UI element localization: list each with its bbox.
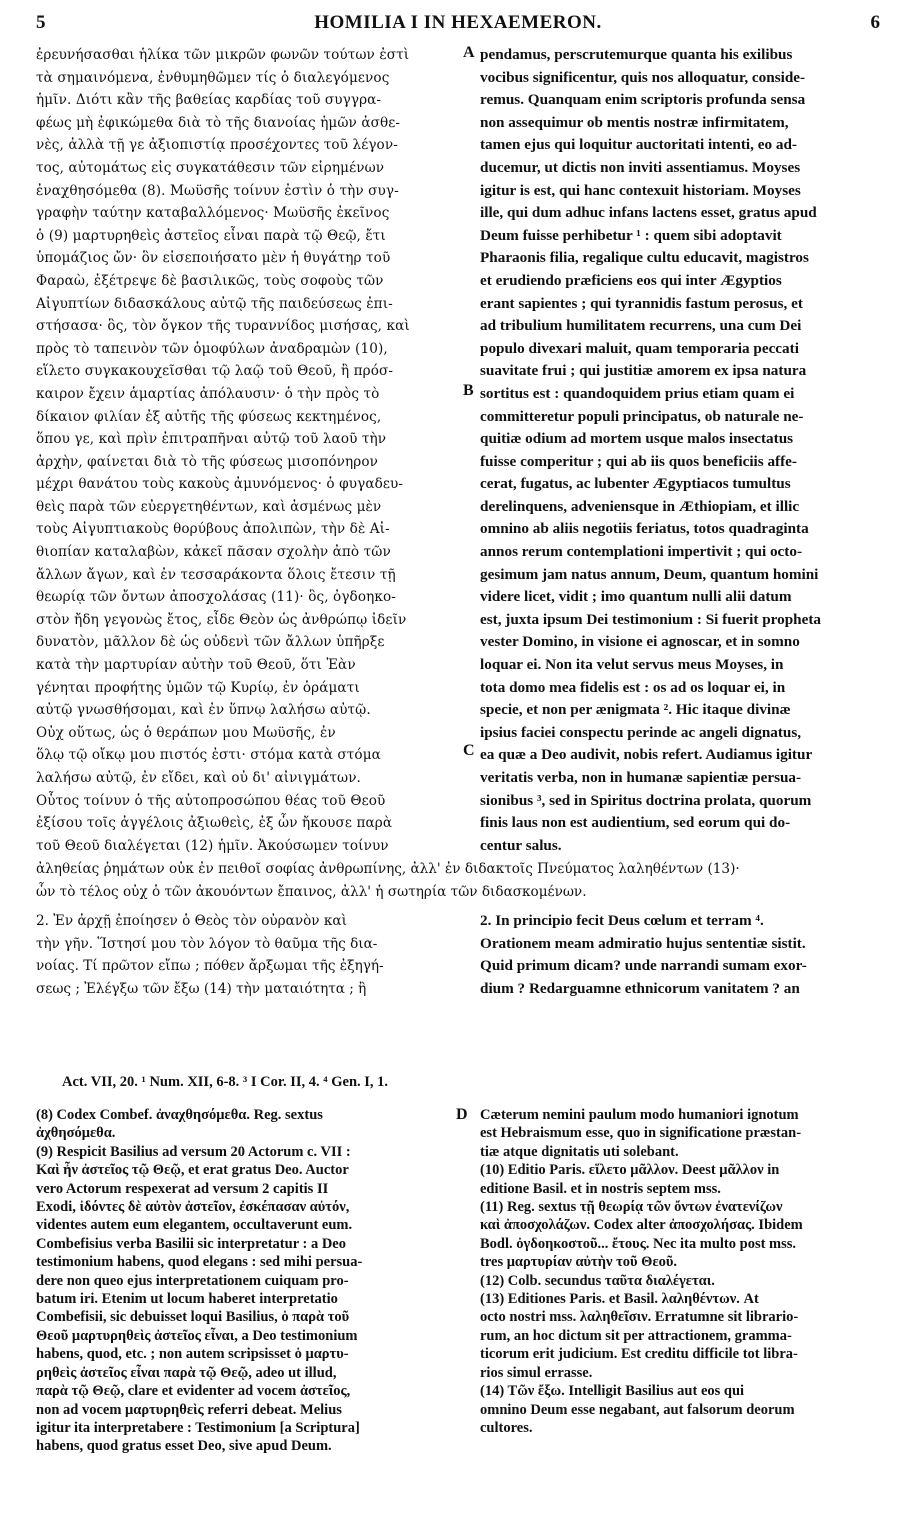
greek-text-line: λαλήσω αὐτῷ, ἐν εἴδει, καὶ οὐ δι' αἰνιγμάτων. — [36, 770, 361, 786]
footnote-line: Καὶ ἦν ἀστεῖος τῷ Θεῷ, et erat gratus Deo. Auctor — [36, 1162, 349, 1179]
greek-text-line: Αἰγυπτίων διδασκάλους αὐτῷ τῆς παιδεύσεως ἐπι- — [36, 295, 393, 312]
greek-text-line: ὑπομάζιος ὤν· ὃν εἰσεποιήσατο μὲν ἡ θυγάτηρ τοῦ — [36, 250, 391, 267]
footnote-line: ἀχθησόμεθα. — [36, 1125, 116, 1142]
greek-text-line: νὲς, ἀλλὰ τῇ γε ἀξιοπιστίᾳ προσέχοντες τοῦ λέγον- — [36, 137, 398, 154]
section-2-latin-line: Quid primum dicam? unde narrandi sumam exor- — [480, 957, 807, 975]
footnotes-right — [480, 1106, 880, 1437]
latin-text-line: quitiæ odium ad mortem usque malos insectatus — [480, 430, 794, 448]
latin-text-line: Deum fuisse perhibetur ¹ : quem sibi adoptavit — [480, 226, 782, 244]
greek-text-line: κατὰ τὴν μαρτυρίαν αὐτὴν τοῦ Θεοῦ, ὅτι Ἐὰν — [36, 657, 356, 674]
footnote-line: tres μαρτυρίαν αὐτὴν τοῦ Θεοῦ. — [480, 1254, 678, 1271]
section-2-latin-line: Orationem meam admiratio hujus sententiæ sistit. — [480, 934, 806, 952]
greek-text-line: ἡμῖν. Διότι κἂν τῆς βαθείας καρδίας τοῦ συγγρα- — [36, 92, 382, 109]
greek-text-line: θιοπίαν καταλαβὼν, κἀκεῖ πᾶσαν σχολὴν ἀπὸ τῶν — [36, 544, 391, 561]
greek-column — [36, 44, 460, 857]
full-width-line: ἀληθείας ῥημάτων οὐκ ἐν πειθοῖ σοφίας ἀνθρωπίνης, ἀλλ' ἐν διδακτοῖς Πνεύματος λαληθέντων (13)· — [36, 861, 740, 877]
latin-text-line: ea quæ a Deo audivit, nobis refert. Audiamus igitur — [480, 746, 813, 764]
footnote-line: (13) Editiones Paris. et Basil. λαληθέντων. At — [480, 1291, 759, 1308]
footnote-line: Bodl. ὀγδοηκοστοῦ... ἔτους. Nec ita multo post mss. — [480, 1235, 797, 1252]
greek-text-line: καιρον ἔχειν ἁμαρτίας ἀπόλαυσιν· ὁ τὴν πρὸς τὸ — [36, 385, 380, 402]
footnote-line: est Hebraismum esse, quo in significatione præstan- — [480, 1125, 802, 1142]
latin-text-line: tamen ejus qui loquitur auctoritati intenti, eo ad- — [480, 136, 797, 154]
greek-text-line: τοὺς Αἰγυπτιακοὺς θορύβους ἀπολιπὼν, τὴν δὲ Αἰ- — [36, 521, 390, 538]
full-width-line: ὧν τὸ τέλος οὐχ ὁ τῶν ἀκουόντων ἔπαινος, ἀλλ' ἡ σωτηρία τῶν διδασκομένων. — [36, 883, 587, 900]
footnote-line: ρηθεὶς ἀστεῖος εἶναι παρὰ τῷ Θεῷ, adeo ut illud, — [36, 1364, 337, 1381]
footnote-line: (11) Reg. sextus τῇ θεωρίᾳ τῶν ὄντων ἐνατενίζων — [480, 1199, 783, 1216]
latin-text-line: ipsius faciei conspectu perinde ac angeli dignatus, — [480, 723, 802, 741]
greek-text-line: αὐτῷ γνωσθήσομαι, καὶ ἐν ὕπνῳ λαλήσω αὐτῷ. — [36, 702, 371, 719]
greek-text-line: θεὶς παρὰ τῶν εὐεργετηθέντων, καὶ ἀσμένως μὲν — [36, 498, 382, 515]
footnote-line: παρὰ τῷ Θεῷ, clare et evidenter ad vocem ἀστεῖος, — [36, 1383, 351, 1400]
greek-text-line: Οὗτος τοίνυν ὁ τῆς αὐτοπροσώπου θέας τοῦ Θεοῦ — [36, 792, 386, 809]
greek-text-line: μέχρι θανάτου τοὺς κακοὺς ἀμυνόμενος· ὁ φυγαδευ- — [36, 476, 404, 493]
latin-text-line: non assequimur ob mentis nostræ infirmitatem, — [480, 113, 789, 131]
footnote-line: tiæ atque dignitatis uti solebant. — [480, 1143, 679, 1160]
footnote-line: (10) Editio Paris. εἵλετο μᾶλλον. Deest μᾶλλον in — [480, 1162, 780, 1179]
latin-text-line: Pharaonis filia, regalique cultu educavit, magistros — [480, 249, 809, 267]
footnote-line: rum, an hoc dictum sit per attractionem, gramma- — [480, 1327, 792, 1344]
margin-mark-d: D — [456, 1106, 468, 1123]
margin-mark-c: C — [463, 742, 475, 759]
section-2-greek — [36, 910, 460, 1000]
footnote-line: Cæterum nemini paulum modo humaniori ignotum — [480, 1107, 799, 1123]
footnote-line: habens, quod gratus esset Deo, sive apud Deum. — [36, 1438, 332, 1455]
greek-text-line: ἄλλων ἄγων, καὶ ἐν τεσσαράκοντα ὅλοις ἔτεσιν τῇ — [36, 566, 396, 583]
footnote-line: omnino Deum esse negabant, aut falsorum deorum — [480, 1401, 795, 1418]
footnote-line: (8) Codex Combef. ἀναχθησόμεθα. Reg. sextus — [36, 1107, 323, 1123]
greek-text-line: τοῦ Θεοῦ διαλέγεται (12) ἡμῖν. Ἀκούσωμεν τοίνυν — [36, 837, 389, 854]
latin-text-line: pendamus, perscrutemurque quanta his exilibus — [480, 46, 793, 63]
latin-text-line: remus. Quanquam enim scriptoris profunda sensa — [480, 91, 806, 109]
footnote-line: videntes autem eum elegantem, occultaverunt eum. — [36, 1217, 353, 1234]
greek-text-line: ὅλῳ τῷ οἴκῳ μου πιστός ἐστι· στόμα κατὰ στόμα — [36, 747, 381, 764]
latin-text-line: fuisse comperitur ; qui ab iis quos beneficiis affe- — [480, 452, 797, 470]
footnote-line: Θεοῦ μαρτυρηθεὶς ἀστεῖος εἶναι, a Deo testimonium — [36, 1327, 358, 1344]
section-2-greek-line: σεως ; Ἐλέγξω τῶν ἔξω (14) τὴν ματαιότητα ; ἢ — [36, 980, 367, 997]
footnote-line: (9) Respicit Basilius ad versum 20 Actorum c. VII : — [36, 1143, 351, 1160]
section-2-greek-line: τὴν γῆν. Ἵστησί μου τὸν λόγον τὸ θαῦμα τῆς δια- — [36, 935, 378, 952]
greek-text-line: δίκαιον φιλίαν ἐξ αὐτῆς τῆς φύσεως κεκτημένος, — [36, 408, 382, 425]
latin-text-line: veritatis verba, non in humanæ sapientiæ persua- — [480, 769, 802, 786]
greek-text-line: φέως μὴ ἐφικώμεθα διὰ τὸ τῆς διανοίας ἡμῶν ἀσθε- — [36, 114, 401, 131]
latin-text-line: vocibus significentur, quis nos alloquatur, conside- — [480, 68, 806, 86]
footnote-line: Combefisii, sic debuisset loqui Basilius, ὁ παρὰ τοῦ — [36, 1309, 350, 1326]
running-header — [36, 12, 880, 36]
greek-text-line: δυνατὸν, μᾶλλον δὲ ὡς οὐδενὶ τῶν ἄλλων ὑπῆρξε — [36, 634, 385, 651]
greek-text-line: πρὸς τὸ ταπεινὸν τῶν ὁμοφύλων ἀναδραμὼν (10), — [36, 340, 388, 357]
footnote-line: batum iri. Etenim ut locum haberet interpretatio — [36, 1291, 338, 1308]
greek-text-line: Φαραὼ, ἐξέτρεψε δὲ βασιλικῶς, τοὺς σοφοὺς τῶν — [36, 272, 384, 289]
latin-text-line: sionibus ³, sed in Spiritus doctrina prolata, quorum — [480, 791, 812, 809]
latin-text-line: centur salus. — [480, 836, 562, 854]
page-number-left: 5 — [36, 12, 46, 33]
latin-text-line: committeretur populi principatus, ob naturale ne- — [480, 407, 804, 425]
latin-text-line: et erudiendo præficiens eos qui inter Ægyptios — [480, 271, 782, 289]
footnote-line: cultores. — [480, 1419, 533, 1436]
footnote-line: rios simul errasse. — [480, 1364, 593, 1381]
footnote-line: vero Actorum respexerat ad versum 2 capitis II — [36, 1180, 329, 1197]
latin-text-line: populo divexari maluit, quam temporaria peccati — [480, 339, 799, 357]
greek-text-line: Οὐχ οὕτως, ὡς ὁ θεράπων μου Μωϋσῆς, ἐν — [36, 724, 336, 741]
footnote-line: editione Basil. et in nostris septem mss. — [480, 1180, 721, 1197]
section-2-greek-line: 2. Ἐν ἀρχῇ ἐποίησεν ὁ Θεὸς τὸν οὐρανὸν καὶ — [36, 913, 347, 929]
latin-text-line: erant sapientes ; qui tyrannidis fastum perosus, et — [480, 294, 803, 312]
section-2-greek-line: νοίας. Τί πρῶτον εἴπω ; πόθεν ἄρξωμαι τῆς ἐξηγή- — [36, 958, 384, 975]
section-2-latin-line: dium ? Redarguamne ethnicorum vanitatem ? an — [480, 979, 800, 997]
greek-text-line: ἐρευνήσασθαι ἡλίκα τῶν μικρῶν φωνῶν τούτων ἐστὶ — [36, 47, 410, 63]
latin-text-line: specie, et non per ænigmata ². Hic itaque divinæ — [480, 701, 791, 719]
greek-text-line: ὅπου γε, καὶ πρὶν ἐπιτραπῆναι αὐτῷ τοῦ λαοῦ τὴν — [36, 431, 387, 448]
scripture-references: Act. VII, 20. ¹ Num. XII, 6-8. ³ I Cor. II, 4. ⁴ Gen. I, 1. — [62, 1074, 389, 1090]
footnote-line: dere non queo ejus interpretationem cuiquam pro- — [36, 1272, 349, 1289]
latin-text-line: finis laus non est audientium, sed eorum qui do- — [480, 814, 791, 832]
page-number-right: 6 — [870, 12, 880, 33]
latin-text-line: est, juxta ipsum Dei testimonium : Si fuerit propheta — [480, 610, 822, 628]
latin-text-line: videre licet, vidit ; imo quantum nulli alii datum — [480, 588, 792, 606]
greek-text-line: γένηται προφήτης ὑμῶν τῷ Κυρίῳ, ἐν ὁράματι — [36, 679, 360, 696]
latin-text-line: omnino ab aliis negotiis feriatus, totos quadraginta — [480, 520, 809, 538]
greek-text-line: ὁ (9) μαρτυρηθεὶς ἀστεῖος εἶναι παρὰ τῷ Θεῷ, ἔτι — [36, 227, 386, 244]
footnotes-left — [36, 1106, 460, 1456]
section-2-latin — [480, 910, 880, 1000]
footnote-line: igitur ita interpretabere : Testimonium [a Scriptura] — [36, 1419, 360, 1436]
footnote-line: octo nostri mss. λαληθεῖσιν. Erratumne sit librario- — [480, 1309, 799, 1326]
latin-text-line: gesimum jam natus annum, Deum, quantum homini — [480, 565, 819, 583]
footnote-line: non ad vocem μαρτυρηθεὶς referri debeat. Melius — [36, 1401, 342, 1418]
margin-mark-a: A — [463, 44, 475, 61]
section-2-latin-line: 2. In principio fecit Deus cœlum et terram ⁴. — [480, 912, 764, 929]
latin-column — [480, 44, 880, 857]
greek-text-line: στήσασα· ὃς, τὸν ὄγκον τῆς τυραννίδος μισήσας, καὶ — [36, 318, 410, 335]
greek-text-line: ἐναχθησόμεθα (8). Μωϋσῆς τοίνυν ἐστὶν ὁ τὴν συγ- — [36, 182, 399, 199]
full-width-text — [36, 858, 884, 903]
footnote-line: ticorum erit judicium. Est creditu difficile tot libra- — [480, 1346, 798, 1363]
latin-text-line: ille, qui dum adhuc infans lactens esset, gratus apud — [480, 204, 817, 222]
latin-text-line: igitur is est, qui hanc contexuit historiam. Moyses — [480, 181, 801, 199]
greek-text-line: ἐξίσου τοῖς ἀγγέλοις ἀξιωθεὶς, ἐξ ὧν ἤκουσε παρὰ — [36, 815, 393, 832]
latin-text-line: vester Domino, in visione ei agnoscar, et in somno — [480, 633, 800, 651]
greek-text-line: στὸν ἤδη γεγονὼς ἔτος, εἶδε Θεὸν ὡς ἀνθρώπῳ ἰδεῖν — [36, 611, 407, 628]
greek-text-line: θεωρίᾳ τῶν ὄντων ἀποσχολάσας (11)· ὃς, ὀγδοηκο- — [36, 589, 396, 606]
greek-text-line: γραφὴν ταύτην καταβαλλόμενος· Μωϋσῆς ἐκεῖνος — [36, 205, 390, 222]
latin-text-line: ducemur, ut dictis non inviti assentiamus. Moyses — [480, 158, 801, 176]
latin-text-line: tota domo mea fidelis est : os ad os loquar ei, in — [480, 678, 786, 696]
greek-text-line: ἀρχὴν, φαίνεται διὰ τὸ τῆς φύσεως μισοπόνηρον — [36, 453, 379, 470]
greek-text-line: εἵλετο συγκακουχεῖσθαι τῷ λαῷ τοῦ Θεοῦ, ἢ πρόσ- — [36, 363, 394, 380]
footnote-line: habens, quod, etc. ; non autem scripsisset ὁ μαρτυ- — [36, 1346, 349, 1363]
latin-text-line: derelinquens, adveniensque in Æthiopiam, et illic — [480, 497, 800, 515]
latin-text-line: sortitus est : quandoquidem prius etiam quam ei — [480, 384, 795, 402]
footnote-line: καὶ ἀποσχολάζων. Codex alter ἀποσχολήσας. Ibidem — [480, 1217, 803, 1234]
footnote-line: (12) Colb. secundus ταῦτα διαλέγεται. — [480, 1272, 715, 1289]
latin-text-line: annos rerum contemplationi impertivit ; qui octo- — [480, 543, 803, 561]
latin-text-line: cerat, fugatus, ac lubenter Ægyptiacos tumultus — [480, 475, 791, 493]
latin-text-line: ad tribulium humilitatem recurrens, una cum Dei — [480, 317, 802, 335]
running-title: HOMILIA I IN HEXAEMERON. — [314, 12, 602, 33]
footnote-line: (14) Τῶν ἔξω. Intelligit Basilius aut eos qui — [480, 1383, 745, 1400]
latin-text-line: loquar ei. Non ita velut servus meus Moyses, in — [480, 656, 784, 674]
footnote-line: testimonium habens, quod elegans : sed mihi persua- — [36, 1254, 363, 1271]
greek-text-line: τος, αὐτομάτως εἰς συγκατάθεσιν τῶν εἰρημένων — [36, 159, 385, 176]
margin-mark-b: B — [463, 382, 474, 399]
greek-text-line: τὰ σημαινόμενα, ἐνθυμηθῶμεν τίς ὁ διαλεγόμενος — [36, 69, 390, 86]
latin-text-line: suavitate frui ; qui justitiæ amorem ex ipsa natura — [480, 362, 807, 380]
footnote-line: Exodi, ἰδόντες δὲ αὐτὸν ἀστεῖον, ἐσκέπασαν αὐτόν, — [36, 1199, 350, 1216]
footnote-line: Combefisius verba Basilii sic interpretatur : a Deo — [36, 1235, 346, 1252]
